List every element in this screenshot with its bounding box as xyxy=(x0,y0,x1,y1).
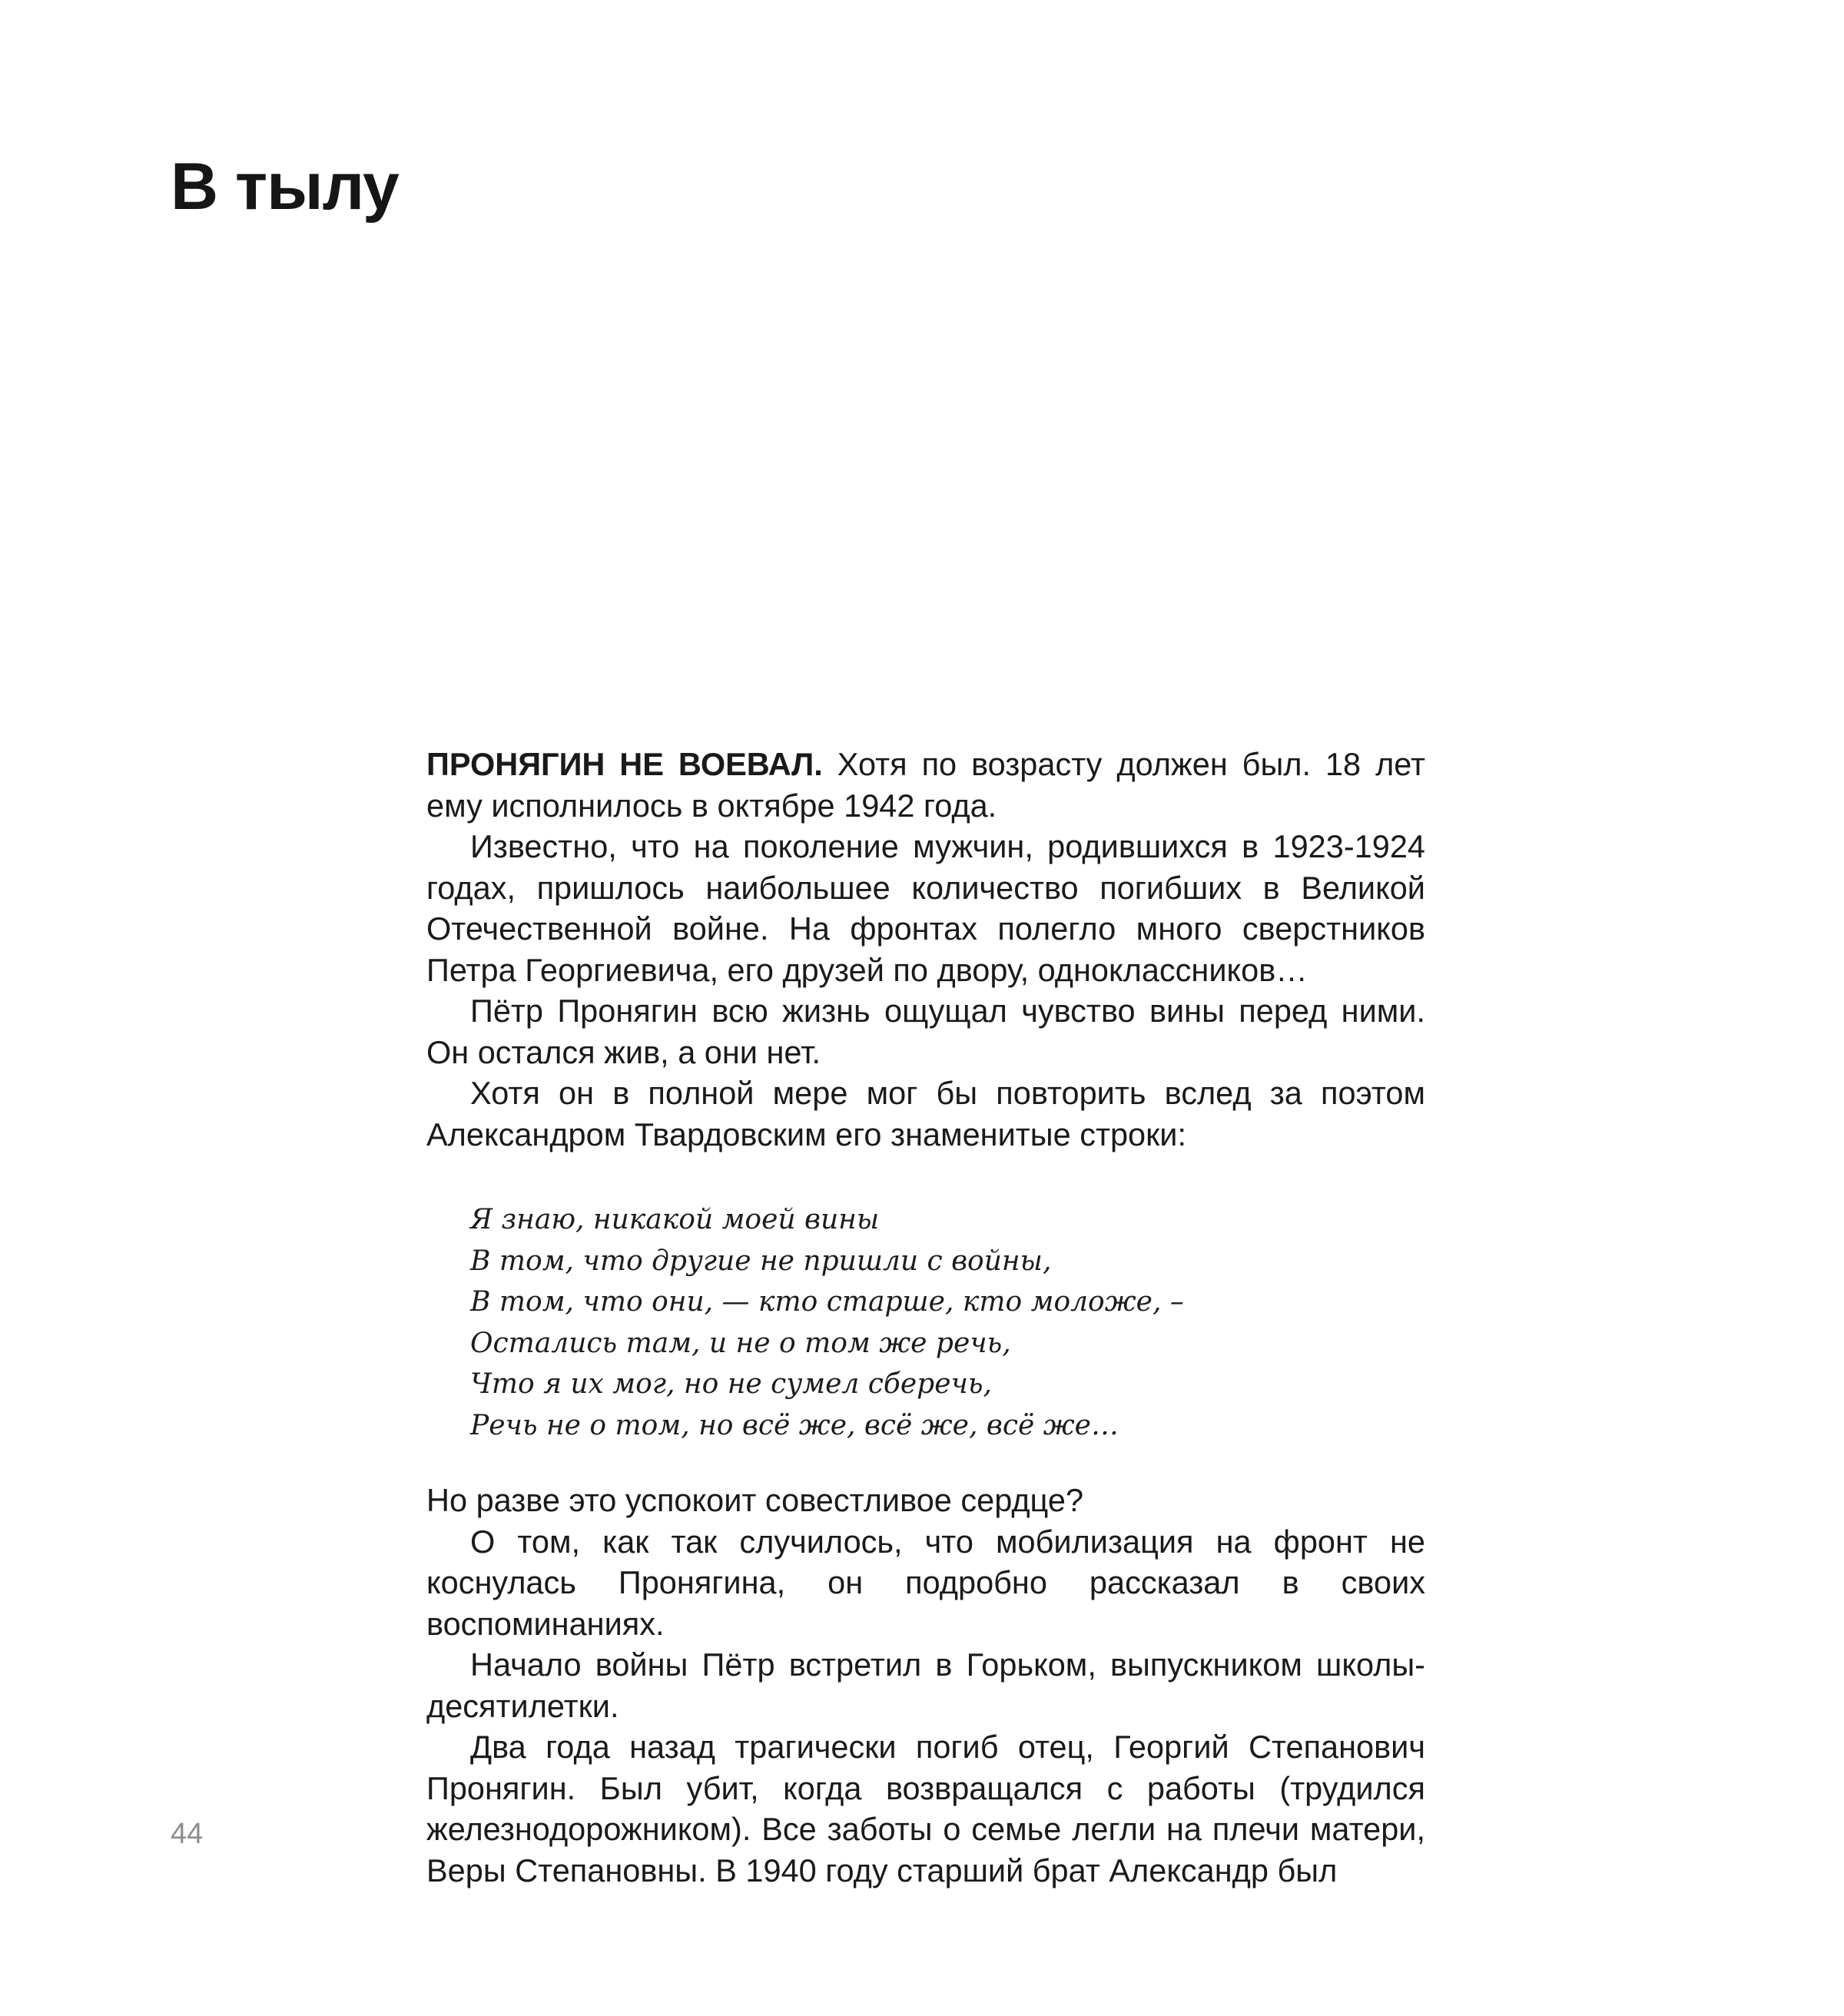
body-text xyxy=(426,744,1425,1891)
paragraph-1-text: Хотя по возрасту должен был. 18 лет ему исполнилось в октябре 1942 года. xyxy=(426,746,1425,824)
poem-line: В том, что они, — кто старше, кто моложе, – xyxy=(470,1286,1184,1318)
paragraph-lead: ПРОНЯГИН НЕ ВОЕВАЛ. xyxy=(426,746,823,782)
poem-line: В том, что другие не пришли с войны, xyxy=(470,1245,1052,1277)
paragraph-1 xyxy=(426,744,1425,826)
poem-quote xyxy=(470,1199,1425,1446)
paragraph-4: Хотя он в полной мере мог бы повторить вслед за поэтом Александром Твардовским его знаменитые строки: xyxy=(426,1075,1425,1152)
paragraph-6: О том, как так случилось, что мобилизация на фронт не коснулась Пронягина, он подробно рассказал в своих воспоминаниях. xyxy=(426,1523,1425,1642)
page-number: 44 xyxy=(171,1818,204,1850)
paragraph-8: Два года назад трагически погиб отец, Георгий Степанович Пронягин. Был убит, когда возвращался с работы (трудился железнодорожником). Все заботы о семье легли на плечи матери, Веры Степановны. В 1940 году старший брат Александр был xyxy=(426,1729,1425,1888)
poem-line: Остались там, и не о том же речь, xyxy=(470,1327,1011,1359)
poem-line: Речь не о том, но всё же, всё же, всё же… xyxy=(470,1409,1119,1441)
poem-line: Что я их мог, но не сумел сберечь, xyxy=(470,1368,992,1400)
paragraph-3: Пётр Пронягин всю жизнь ощущал чувство вины перед ними. Он остался жив, а они нет. xyxy=(426,993,1425,1070)
paragraph-7: Начало войны Пётр встретил в Горьком, выпускником школы-десятилетки. xyxy=(426,1646,1425,1724)
poem-line: Я знаю, никакой моей вины xyxy=(470,1204,880,1235)
paragraph-5: Но разве это успокоит совестливое сердце? xyxy=(426,1482,1084,1518)
paragraph-2: Известно, что на поколение мужчин, родившихся в 1923-1924 годах, пришлось наибольшее количество погибших в Великой Отечественной войне. На фронтах полегло много сверстников Петра Георгиевича, его друзей по двору, одноклассников… xyxy=(426,828,1425,988)
chapter-title: В тылу xyxy=(171,150,399,224)
